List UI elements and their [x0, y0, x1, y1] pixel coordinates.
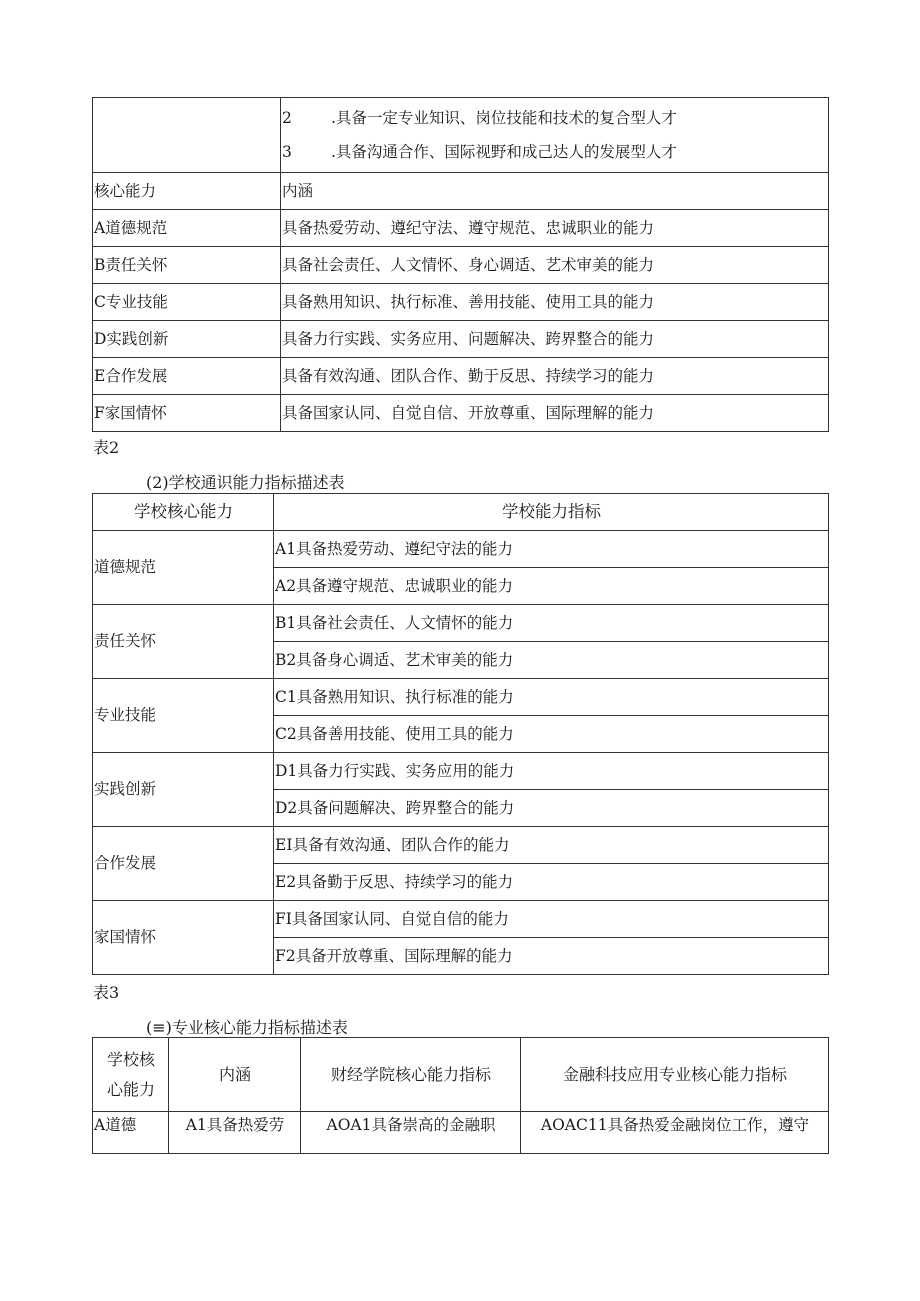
ability-cell: F家国情怀 [93, 395, 281, 432]
table-row [93, 605, 829, 642]
major-indicator-cell: AOAC11具备热爱金融岗位工作，遵守 [521, 1112, 829, 1154]
header-school-indicator: 学校能力指标 [274, 494, 829, 531]
table-row [93, 753, 829, 790]
core-ability-table [92, 97, 829, 432]
table2-title: (2)学校通识能力指标描述表 [146, 473, 345, 492]
ability-cell: D实践创新 [93, 321, 281, 358]
header-connotation: 内涵 [281, 173, 829, 210]
connotation-cell: A1具备热爱劳 [169, 1112, 301, 1154]
table-row [93, 679, 829, 716]
header-line: 心能力 [106, 1079, 155, 1099]
header-school-core-ability [93, 1038, 169, 1112]
header-line: 学校核 [106, 1049, 155, 1069]
table3-title: (≡)专业核心能力指标描述表 [146, 1018, 348, 1037]
line-number: 2 [282, 109, 292, 127]
desc-cell: 具备社会责任、人文情怀、身心调适、艺术审美的能力 [281, 247, 829, 284]
table-row [93, 247, 829, 284]
indicator-cell: A2具备遵守规范、忠诚职业的能力 [274, 568, 829, 605]
ability-cell: 道德规范 [93, 531, 274, 605]
talent-lines-cell [281, 98, 829, 173]
header-connotation: 内涵 [169, 1038, 301, 1112]
major-ability-table [92, 1037, 829, 1154]
table-row [93, 358, 829, 395]
ability-cell: 专业技能 [93, 679, 274, 753]
table-row [93, 395, 829, 432]
indicator-cell: EI具备有效沟通、团队合作的能力 [274, 827, 829, 864]
table3-label: 表3 [93, 983, 120, 1002]
header-core-ability: 核心能力 [93, 173, 281, 210]
table-row [93, 284, 829, 321]
indicator-cell: B2具备身心调适、艺术审美的能力 [274, 642, 829, 679]
header-college-indicator: 财经学院核心能力指标 [301, 1038, 521, 1112]
indicator-cell: D1具备力行实践、实务应用的能力 [274, 753, 829, 790]
ability-cell: 实践创新 [93, 753, 274, 827]
indicator-cell: E2具备勤于反思、持续学习的能力 [274, 864, 829, 901]
table-row [93, 901, 829, 938]
indicator-cell: C1具备熟用知识、执行标准的能力 [274, 679, 829, 716]
desc-cell: 具备有效沟通、团队合作、勤于反思、持续学习的能力 [281, 358, 829, 395]
ability-cell: 合作发展 [93, 827, 274, 901]
indicator-cell: FI具备国家认同、自觉自信的能力 [274, 901, 829, 938]
desc-cell: 具备热爱劳动、遵纪守法、遵守规范、忠诚职业的能力 [281, 210, 829, 247]
ability-cell: A道德 [93, 1112, 169, 1154]
ability-cell: E合作发展 [93, 358, 281, 395]
talent-line [282, 135, 828, 169]
indicator-cell: B1具备社会责任、人文情怀的能力 [274, 605, 829, 642]
table-row [93, 531, 829, 568]
school-ability-table [92, 493, 829, 975]
empty-cell [93, 98, 281, 173]
ability-cell: 责任关怀 [93, 605, 274, 679]
table-row [93, 827, 829, 864]
table-row [93, 1112, 829, 1154]
talent-line [282, 101, 828, 135]
ability-cell: 家国情怀 [93, 901, 274, 975]
college-indicator-cell: AOA1具备崇高的金融职 [301, 1112, 521, 1154]
ability-cell: B责任关怀 [93, 247, 281, 284]
indicator-cell: C2具备善用技能、使用工具的能力 [274, 716, 829, 753]
indicator-cell: A1具备热爱劳动、遵纪守法的能力 [274, 531, 829, 568]
desc-cell: 具备力行实践、实务应用、问题解决、跨界整合的能力 [281, 321, 829, 358]
header-school-core-ability: 学校核心能力 [93, 494, 274, 531]
ability-cell: A道德规范 [93, 210, 281, 247]
desc-cell: 具备熟用知识、执行标准、善用技能、使用工具的能力 [281, 284, 829, 321]
table-row [93, 210, 829, 247]
line-text: .具备沟通合作、国际视野和成己达人的发展型人才 [331, 143, 677, 161]
ability-cell: C专业技能 [93, 284, 281, 321]
line-text: .具备一定专业知识、岗位技能和技术的复合型人才 [331, 109, 677, 127]
indicator-cell: D2具备问题解决、跨界整合的能力 [274, 790, 829, 827]
table-row [93, 321, 829, 358]
line-number: 3 [282, 143, 292, 161]
indicator-cell: F2具备开放尊重、国际理解的能力 [274, 938, 829, 975]
desc-cell: 具备国家认同、自觉自信、开放尊重、国际理解的能力 [281, 395, 829, 432]
table2-label: 表2 [93, 438, 120, 457]
header-major-indicator: 金融科技应用专业核心能力指标 [521, 1038, 829, 1112]
